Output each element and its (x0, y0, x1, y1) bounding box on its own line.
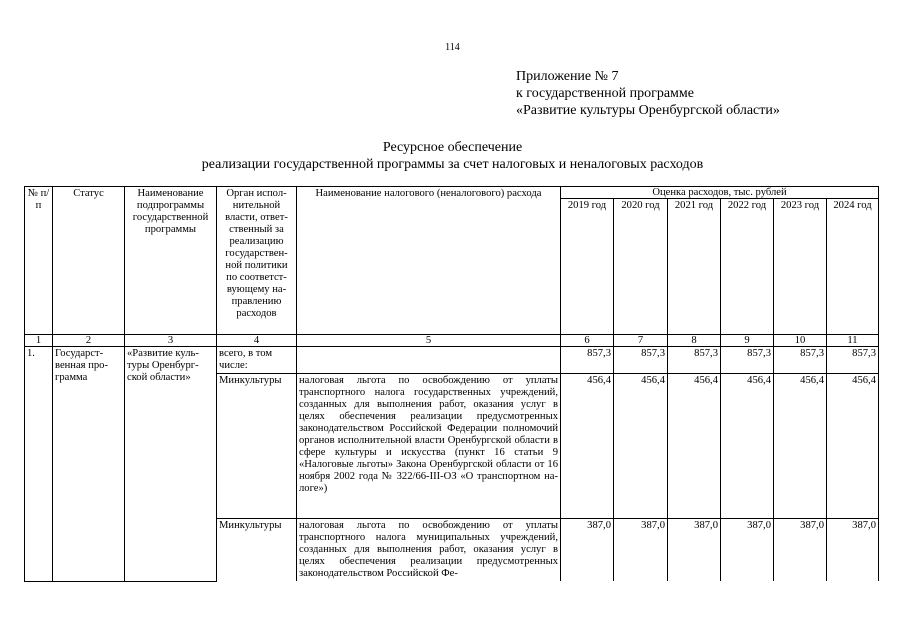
row-status: Государственная программа (53, 347, 125, 582)
expense-value: 387,0 (668, 519, 721, 582)
total-value: 857,3 (721, 347, 774, 374)
header-agency: Орган исполнительной власти, ответственный за реализацию государственной политики по соответствующему направлению расходов (217, 187, 297, 335)
row-subprogram: «Развитие культуры Оренбургской области» (125, 347, 217, 582)
header-estimate: Оценка расходов, тыс. рублей (561, 187, 879, 199)
row-agency: Минкультуры (217, 519, 297, 582)
expense-value: 456,4 (614, 374, 668, 519)
header-year: 2020 год (614, 199, 668, 335)
total-value: 857,3 (668, 347, 721, 374)
header-subprogram: Наименование подпрограммы государственной программы (125, 187, 217, 335)
column-number: 3 (125, 335, 217, 347)
page-number: 114 (445, 42, 460, 53)
row-description: налоговая льгота по освобождению от уплаты транспортного налога муниципальных учреждений, созданных для выполнения работ, оказания услуг в целях обеспечения реализации предусмотренных законодательством Российской Фе- (297, 519, 561, 582)
header-year: 2023 год (774, 199, 827, 335)
total-value: 857,3 (614, 347, 668, 374)
header-expense-name: Наименование налогового (неналогового) расхода (297, 187, 561, 335)
header-row-1 (25, 187, 879, 199)
column-number: 6 (561, 335, 614, 347)
expense-value: 456,4 (561, 374, 614, 519)
row-description-empty (297, 347, 561, 374)
document-title (0, 139, 905, 173)
column-number: 2 (53, 335, 125, 347)
header-year: 2024 год (827, 199, 879, 335)
column-number: 4 (217, 335, 297, 347)
table-row (25, 347, 879, 374)
column-number: 5 (297, 335, 561, 347)
appendix-line-2: к государственной программе (516, 86, 694, 101)
appendix-line-3: «Развитие культуры Оренбургской области» (516, 103, 780, 118)
expense-value: 387,0 (561, 519, 614, 582)
expense-value: 387,0 (721, 519, 774, 582)
total-value: 857,3 (827, 347, 879, 374)
total-value: 857,3 (561, 347, 614, 374)
column-number: 7 (614, 335, 668, 347)
column-number: 8 (668, 335, 721, 347)
column-number: 11 (827, 335, 879, 347)
header-year: 2022 год (721, 199, 774, 335)
header-year: 2019 год (561, 199, 614, 335)
resource-table (24, 186, 879, 582)
row-number: 1. (25, 347, 53, 582)
row-agency: Минкультуры (217, 374, 297, 519)
expense-value: 387,0 (774, 519, 827, 582)
expense-value: 387,0 (827, 519, 879, 582)
header-year: 2021 год (668, 199, 721, 335)
expense-value: 456,4 (668, 374, 721, 519)
header-status: Статус (53, 187, 125, 335)
title-line-1: Ресурсное обеспечение (382, 140, 523, 155)
column-number: 9 (721, 335, 774, 347)
appendix-heading (516, 68, 780, 119)
column-number: 10 (774, 335, 827, 347)
expense-value: 456,4 (774, 374, 827, 519)
header-num: № п/п (25, 187, 53, 335)
row-description: налоговая льгота по освобождению от уплаты транспортного налога государственных учреждений, созданных для выполнения работ, оказания услуг в целях обеспечения реализации предусмотренных законодательством Российской Федерации полномочий органов исполнительной власти Оренбургской области в сфере культуры и искусства (пункт 16 статьи 9 «Налоговые льготы» Закона Оренбургской области от 16 ноября 2002 года № 322/66-III-ОЗ «О транспортном налоге») (297, 374, 561, 519)
column-number-row (25, 335, 879, 347)
row-agency-total: всего, в том числе: (217, 347, 297, 374)
expense-value: 387,0 (614, 519, 668, 582)
expense-value: 456,4 (721, 374, 774, 519)
appendix-line-1: Приложение № 7 (516, 69, 619, 84)
total-value: 857,3 (774, 347, 827, 374)
column-number: 1 (25, 335, 53, 347)
title-line-2: реализации государственной программы за счет налоговых и неналоговых расходов (201, 157, 704, 172)
expense-value: 456,4 (827, 374, 879, 519)
